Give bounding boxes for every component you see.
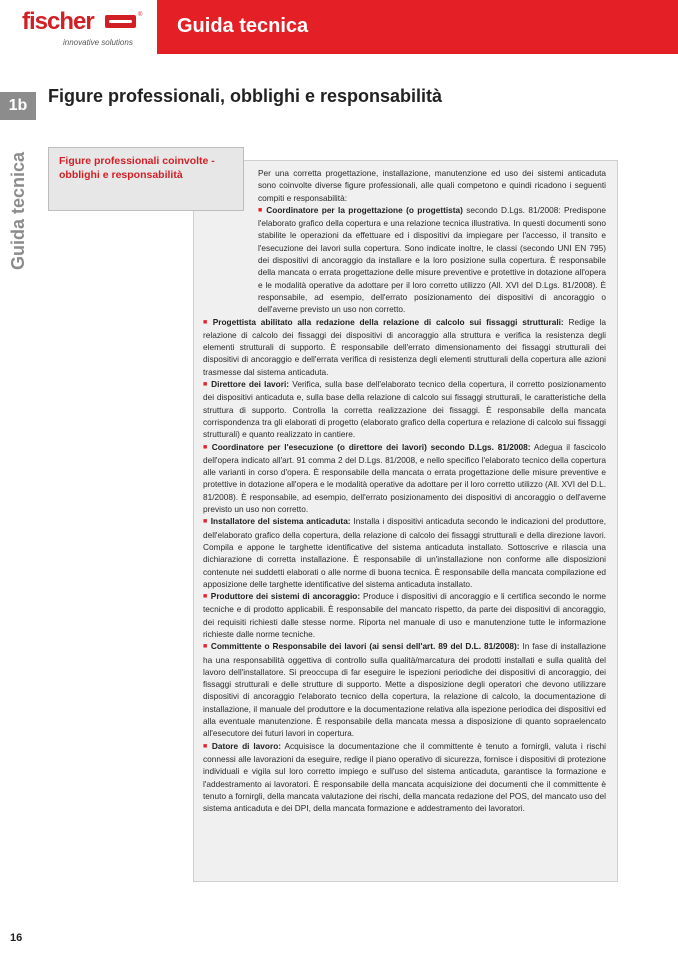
header-bar — [157, 0, 678, 54]
item-heading: Coordinatore per la progettazione (o progettista) — [266, 204, 463, 215]
item-text: Acquisisce la documentazione che il committente è tenuto a fornirgli, valuta i rischi connessi alle lavorazioni da eseguire, redige il piano operativo di sicurezza, fornisce i dispositivi di protezione individuali e vigila sul loro corretto impiego e sull'uso del sistema anticaduta, garantisce la formazione e l'addestramento ai lavoratori. È responsabile della mancata acquisizione dei documenti che il committente è tenuto a fornirgli, della mancata valutazione dei rischi, della mancata redazione del POS, del mancato uso del sistema anticaduta e dei DPI, della mancata formazione e addestramento dei lavoratori. — [203, 740, 606, 814]
item-heading: Produttore dei sistemi di ancoraggio: — [210, 591, 361, 602]
list-item — [203, 590, 606, 640]
content-body — [203, 167, 606, 814]
item-heading: Installatore del sistema anticaduta: — [210, 516, 351, 527]
bullet-icon: ■ — [203, 593, 208, 601]
vertical-section-label: Guida tecnica — [8, 151, 28, 270]
list-item — [203, 441, 606, 516]
list-item — [258, 204, 606, 316]
item-heading: Coordinatore per l'esecuzione (o direttore dei lavori) secondo D.Lgs. 81/2008: — [211, 441, 531, 452]
topic-label: Figure professionali coinvolte - obblighi e responsabilità — [59, 155, 215, 181]
bullet-icon: ■ — [203, 443, 209, 451]
bullet-icon: ■ — [203, 381, 209, 389]
page-number: 16 — [10, 932, 23, 944]
chapter-tab: 1b — [0, 92, 36, 120]
item-heading: Committente o Responsabile dei lavori (ai sensi dell'art. 89 del D.L. 81/2008): — [210, 641, 520, 652]
bullet-icon: ■ — [203, 643, 208, 651]
list-item — [203, 316, 606, 378]
bullet-icon: ■ — [258, 206, 264, 214]
item-heading: Progettista abilitato alla redazione della relazione di calcolo sui fissaggi strutturali: — [212, 316, 564, 327]
item-text: Redige la relazione di calcolo dei fissaggi dei dispositivi di ancoraggio alla struttura e verifica la resistenza degli elementi strutturali di supporto. È responsabile dell'errato dimensionamento dei fissaggi strutturali dei dispositivi di ancoraggio e dell'errata verifica di resistenza degli elementi strutturali della copertura alle azioni trasmesse dal sistema anticaduta. — [203, 316, 606, 377]
bullet-icon: ■ — [203, 518, 208, 526]
logo-tagline: innovative solutions — [63, 38, 133, 47]
page-title: Figure professionali, obblighi e responsabilità — [48, 86, 443, 106]
item-heading: Direttore dei lavori: — [211, 379, 290, 390]
item-text: Adegua il fascicolo dell'opera indicato all'art. 91 comma 2 del D.Lgs. 81/2008, e nello specifico l'elaborato tecnico della copertura alle varianti in corso d'opera. È responsabile della mancata o errata progettazione delle misure preventive e protettive in dotazione all'opera e le modalità operative da adottare per il loro corretto utilizzo (All. XVI del D.L. 81/2008). È responsabile, ad esempio, dell'errato posizionamento dei dispositivi di ancoraggio o dell'averne previsto un uso non corretto. — [203, 441, 606, 515]
bullet-icon: ■ — [203, 742, 209, 750]
list-item — [203, 378, 606, 440]
list-item — [203, 740, 606, 815]
logo-wordmark: fischer — [22, 8, 94, 35]
logo-registered-mark: ® — [138, 12, 143, 18]
list-item — [203, 640, 606, 739]
fischer-plug-logo-icon — [105, 15, 136, 28]
bullet-icon: ■ — [203, 318, 210, 326]
item-text: In fase di installazione ha una responsabilità oggettiva di controllo sulla qualità/marcatura dei prodotti installati e sulla qualità del lavoro dell'installatore. Si preoccupa di far eseguire le ispezioni periodiche dei dispositivi di ancoraggio, dei fissaggi strutturali e delle strutture di supporto. Mette a disposizione degli operatori che devono utilizzare dispositivi di ancoraggio l'elaborato tecnico della copertura, la relazione di calcolo, la documentazione di installazione, il manuale del produttore e la documentazione relativa alla ispezione periodica dei dispositivi ed alla eventuale manutenzione. È responsabile della mancata messa a disposizione di quanto sopraelencato all'esecutore dei futuri lavori in copertura. — [203, 641, 606, 739]
section-title: Guida tecnica — [177, 15, 309, 37]
list-item — [203, 515, 606, 590]
item-text: Produce i dispositivi di ancoraggio e li certifica secondo le norme tecniche e di prodotto applicabili. È responsabile del mancato rispetto, da parte dei dispositivi di ancoraggio, dei requisiti richiesti dalle stesse norme. Riporta nel manuale di uso e manutenzione tutte le informazione richieste dalle norme tecniche. — [203, 591, 607, 639]
item-heading: Datore di lavoro: — [211, 740, 282, 751]
item-text: Installa i dispositivi anticaduta secondo le indicazioni del produttore, dell'elaborato grafico della copertura, della relazione di calcolo dei fissaggi strutturali e della direzione lavori. Compila e appone le targhette identificative del sistema anticaduta installato. Sottoscrive e rilascia una dichiarazione di corretta installazione. È responsabile di un'installazione non conforme alle disposizioni contenute nei suddetti elaborati o alle norme di buona tecnica. È responsabile della mancata compilazione ed apposizione delle targhette identificative del sistema anticaduta installato. — [203, 516, 606, 589]
intro-paragraph: Per una corretta progettazione, installazione, manutenzione ed uso dei sistemi anticaduta sono coinvolte diverse figure professionali, alle quali competono e quindi ricadono i seguenti compiti e responsabilità: — [258, 168, 606, 203]
item-text: secondo D.Lgs. 81/2008: Predispone l'elaborato grafico della copertura e una relazione tecnica illustrativa. In questi documenti sono stabilite le operazioni da effettuare ed i dispositivi da impiegare per l'accesso, il transito e l'esecuzione dei lavori sulla copertura. Sono indicate inoltre, le classi (secondo UNI EN 795) dei dispositivi di ancoraggio da installare e la loro posizione sulla copertura. È responsabile della mancata o errata progettazione delle misure preventive e protettive in dotazione all'opera e le modalità operative da adottare per il loro corretto utilizzo (All. XVI del D.Lgs. 81/2008). È responsabile, ad esempio, dell'errato posizionamento dei dispositivi di ancoraggio o dell'averne previsto un uso non corretto. — [258, 204, 606, 315]
brand-logo — [0, 0, 157, 54]
item-text: Verifica, sulla base dell'elaborato tecnico della copertura, il corretto posizionamento dei dispositivi anticaduta e, sulla base della relazione di calcolo sui fissaggi strutturali, le caratteristiche della struttura di supporto. Controlla la corretta realizzazione dei fissaggi. È responsabile della mancata corrispondenza tra gli elaborati di progetto (elaborato grafico della copertura e relazione di calcolo sui fissaggi strutturali) e quanto realizzato in cantiere. — [203, 379, 606, 440]
